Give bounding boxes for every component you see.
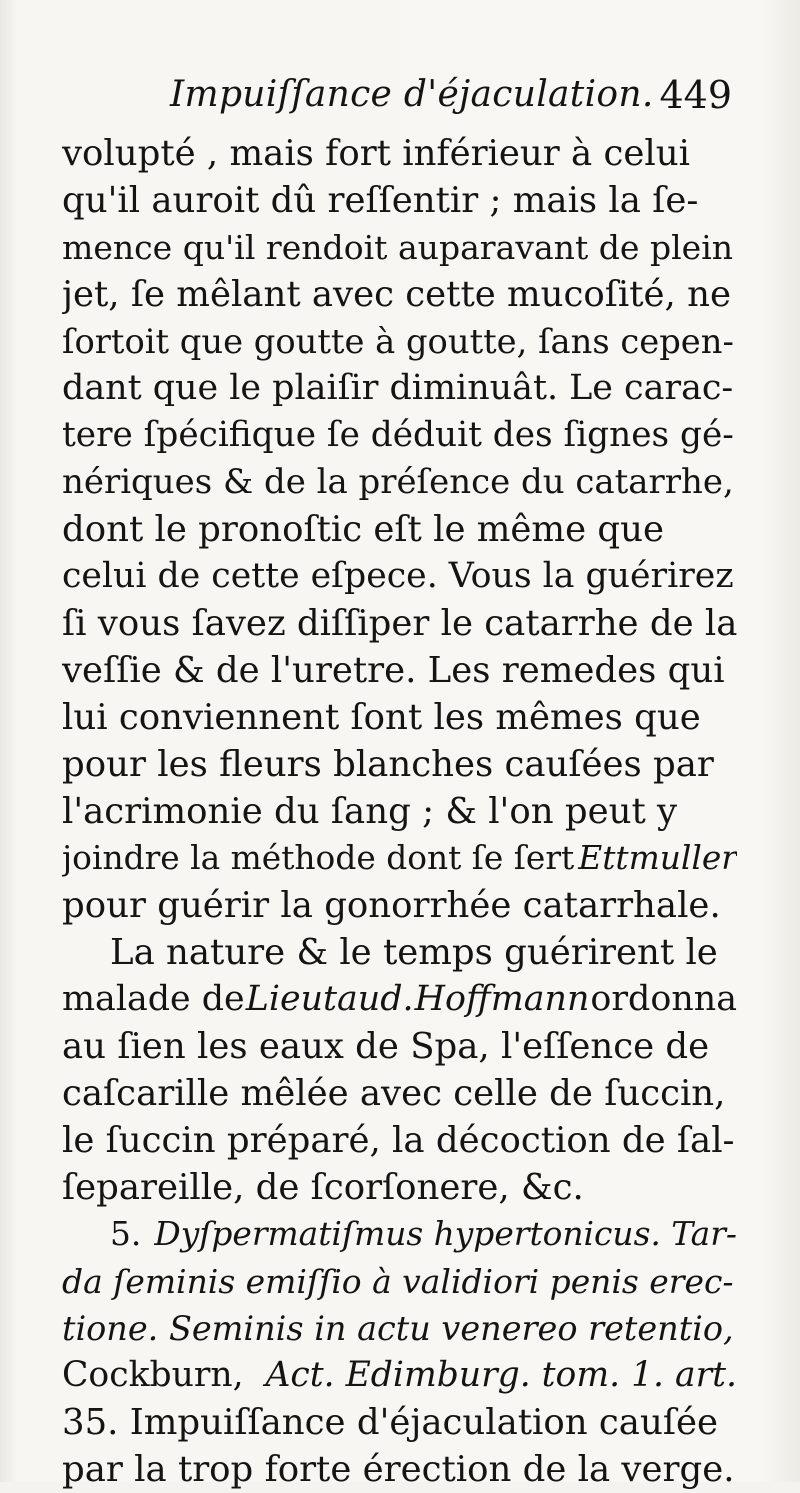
author-name-cockburn: Cockburn, [62,1355,244,1395]
text-line-24: 5. Dyſpermatiſmus hypertonicus. Tar- [62,1211,737,1258]
text-line-21: caſcarille mêlée avec celle de ſuccin, [62,1073,726,1114]
text-line-29: par la trop forte érection de la verge. [62,1449,735,1490]
text-line-7: tere ſpécifique ſe déduit des ſignes gé- [62,415,734,455]
text-line-1: volupté , mais fort inférieur à celui [62,133,690,174]
text-line-11: ſi vous ſavez diſſiper le catarrhe de la [62,603,737,644]
text-line-10: celui de cette eſpece. Vous la guérirez [62,556,734,596]
page-number: 449 [659,73,732,117]
section-number: 5. [110,1215,142,1253]
text-line-2: qu'il auroit dû reſſentir ; mais la ſe- [62,180,699,221]
text-line-28: 35. Impuiſſance d'éjaculation cauſée [62,1402,718,1443]
text-line-16: joindre la méthode dont ſe ſert Ettmuller [62,835,737,882]
text-line-9: dont le pronoſtic eſt le même que [62,509,664,550]
text-line-18: La nature & le temps guérirent le [110,932,718,973]
text-line-27 [62,1352,737,1399]
page-header [170,70,740,130]
text-line-8: nériques & de la préſence du catarrhe, [62,462,734,502]
reference-citation: Act. Edimburg. tom. 1. art. [265,1355,737,1395]
text-line-17: pour guérir la gonorrhée catarrhale. [62,885,721,926]
text-line-26: tione. Seminis in actu venereo retentio, [62,1309,734,1348]
text-line-15: l'acrimonie du ſang ; & l'on peut y [62,791,678,832]
text-line-19: malade de Lieutaud. Hoffmann ordonna [62,976,737,1023]
author-name-lieutaud: Lieutaud. [245,979,414,1019]
text-line-20: au ſien les eaux de Spa, l'eſſence de [62,1026,710,1067]
text-line-5: ſortoit que goutte à goutte, ſans cepen- [62,322,734,361]
text-line-23: ſepareille, de ſcorſonere, &c. [62,1167,584,1208]
text-line-22: le ſuccin préparé, la décoction de ſal- [62,1120,735,1161]
author-name-ettmuller: Ettmuller [578,839,737,877]
body-text [62,130,737,1493]
text-line-13: lui conviennent ſont les mêmes que [62,697,701,738]
text-line-14: pour les fleurs blanches cauſées par [62,744,714,785]
text-line-25: da ſeminis emiſſio à validiori penis erec- [62,1262,734,1301]
text-line-4: jet, ſe mêlant avec cette mucoſité, ne [62,274,731,315]
running-head: Impuiſſance d'éjaculation. [170,74,654,115]
text-line-6: dant que le plaiſir diminuât. Le carac- [62,368,734,408]
text-line-3: mence qu'il rendoit auparavant de plein [62,228,734,267]
text-line-12: veſſie & de l'uretre. Les remedes qui [62,650,725,691]
author-name-hoffmann: Hoffmann [414,979,590,1019]
